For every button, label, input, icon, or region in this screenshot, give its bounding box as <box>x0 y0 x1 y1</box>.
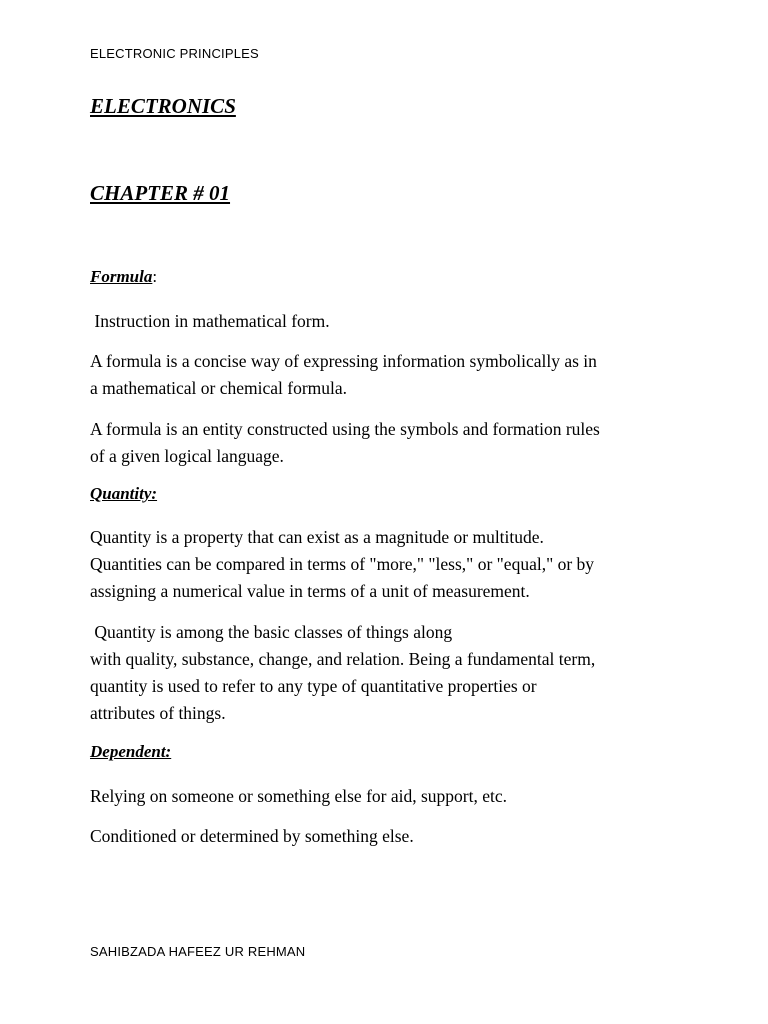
dependent-paragraph-2: Conditioned or determined by something else. <box>90 826 414 846</box>
document-title: ELECTRONICS <box>90 94 236 118</box>
section-heading-quantity <box>90 484 690 504</box>
running-footer: SAHIBZADA HAFEEZ UR REHMAN <box>90 944 306 959</box>
section-heading-dependent <box>90 742 690 762</box>
quantity-paragraph-2: Quantity is among the basic classes of things along with quality, substance, change, and relation. Being a fundamental term, quantity is used to refer to any type of quantitative properties or attributes of things. <box>90 622 596 723</box>
formula-paragraph-1: Instruction in mathematical form. <box>90 311 330 331</box>
dependent-heading: Dependent: <box>90 742 172 761</box>
dependent-paragraph-1: Relying on someone or something else for aid, support, etc. <box>90 786 508 806</box>
formula-paragraph-2: A formula is a concise way of expressing information symbolically as in a mathematical or chemical formula. <box>90 351 597 398</box>
quantity-paragraph-1: Quantity is a property that can exist as a magnitude or multitude. Quantities can be compared in terms of "more," "less," or "equal," or by assigning a numerical value in terms of a unit of measurement. <box>90 527 595 601</box>
quantity-heading: Quantity: <box>90 484 158 503</box>
formula-heading: Formula <box>90 267 153 286</box>
chapter-title: CHAPTER # 01 <box>90 181 231 205</box>
running-header: ELECTRONIC PRINCIPLES <box>90 46 259 61</box>
formula-heading-colon: : <box>152 267 158 286</box>
section-heading-formula <box>90 267 690 287</box>
formula-paragraph-3: A formula is an entity constructed using the symbols and formation rules of a given logical language. <box>90 419 600 466</box>
